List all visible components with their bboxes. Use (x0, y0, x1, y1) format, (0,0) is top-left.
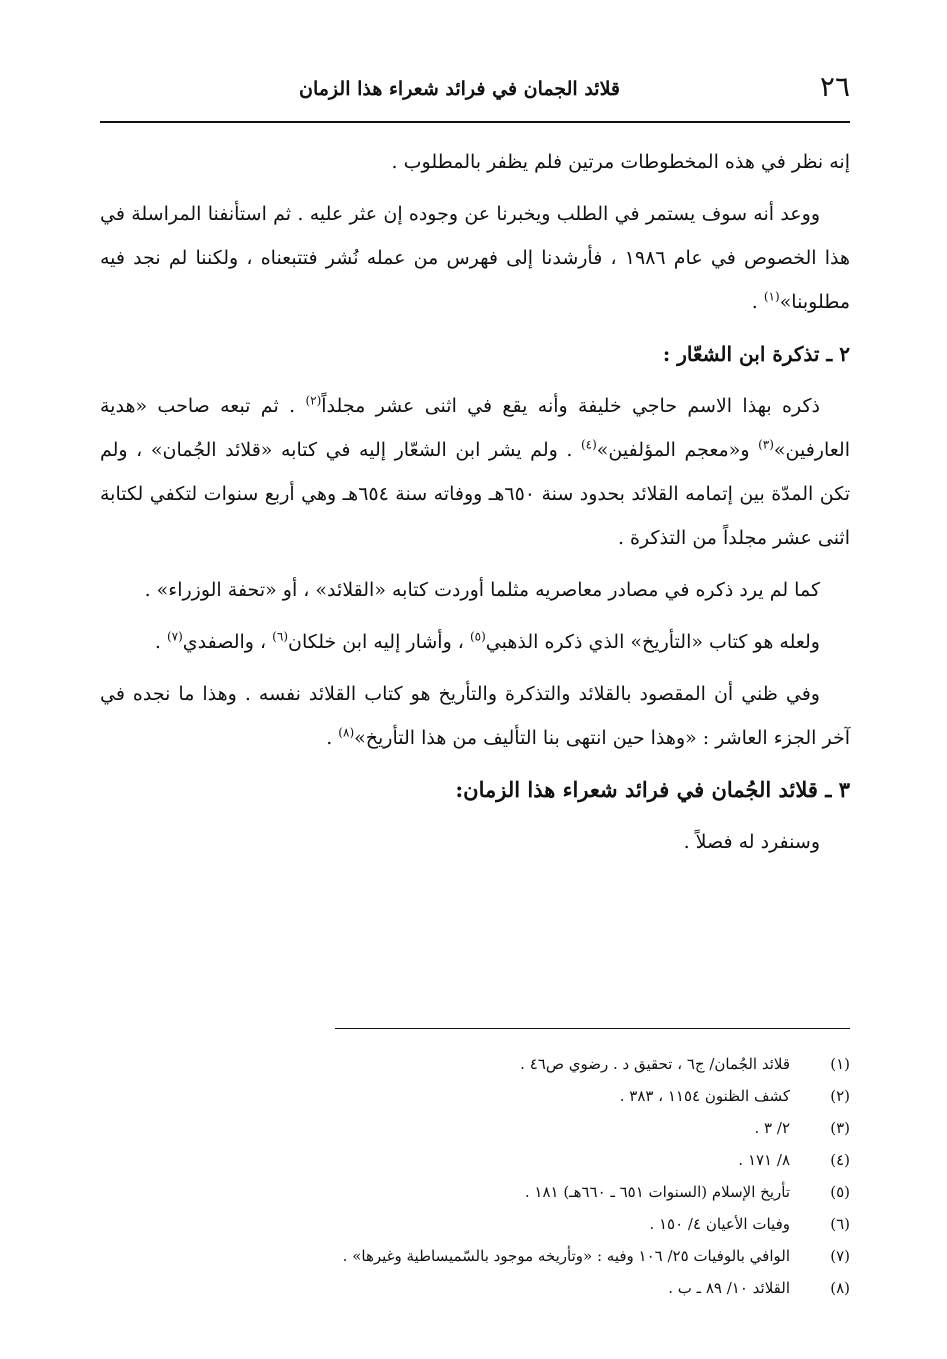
footnote-text: القلائد ١٠/ ٨٩ ـ ب . (668, 1279, 790, 1297)
page-header (100, 70, 850, 110)
paragraph-5-text-c: ، والصفدي (182, 631, 273, 653)
header-rule (100, 121, 850, 123)
footnote-ref-2[interactable]: (٢) (305, 393, 322, 408)
section-heading-2: ٢ ـ تذكرة ابن الشعّار : (662, 342, 850, 366)
paragraph-5-text-b: ، وأشار إليه ابن خلكان (288, 631, 470, 653)
paragraph-6 (100, 672, 850, 760)
footnote-text: وفيات الأعيان ٤/ ١٥٠ . (649, 1215, 790, 1233)
paragraph-1 (100, 140, 850, 184)
paragraph-5 (100, 620, 850, 664)
footnote-text: قلائد الجُمان/ ج٦ ، تحقيق د . رضوي ص٤٦ . (520, 1055, 790, 1073)
running-title: قلائد الجمان في فرائد شعراء هذا الزمان (299, 78, 620, 100)
footnote-ref-8[interactable]: (٨) (338, 725, 355, 740)
footnote-item (100, 1112, 850, 1144)
footnote-ref-6[interactable]: (٦) (272, 629, 288, 644)
paragraph-5-text-d: . (154, 631, 167, 653)
paragraph-2 (100, 192, 850, 324)
footnote-ref-1[interactable]: (١) (763, 289, 780, 304)
footnote-number: (٧) (830, 1247, 850, 1265)
paragraph-4-text: كما لم يرد ذكره في مصادر معاصريه مثلما أوردت كتابه «القلائد» ، أو «تحفة الوزراء» . (144, 579, 820, 601)
paragraph-2-text: ووعد أنه سوف يستمر في الطلب ويخبرنا عن وجوده إن عثر عليه . ثم استأنفنا المراسلة في هذا الخصوص في عام ١٩٨٦ ، فأرشدنا إلى فهرس من عمله نُشر فتتبعناه ، ولكننا لم نجد فيه مطلوبنا» (100, 203, 850, 313)
footnote-number: (١) (830, 1055, 850, 1073)
footnote-item (100, 1208, 850, 1240)
paragraph-3-text-b: . ثم تبعه صاحب «هدية العارفين» (100, 395, 850, 461)
paragraph-7-text: وسنفرد له فصلاً . (683, 831, 820, 853)
footnote-number: (٣) (830, 1119, 850, 1137)
paragraph-2-end: . (751, 291, 764, 313)
paragraph-3-text-a: ذكره بهذا الاسم حاجي خليفة وأنه يقع في اثنى عشر مجلداً (321, 395, 820, 417)
footnote-number: (٨) (830, 1279, 850, 1297)
paragraph-3-text-d: . ولم يشر ابن الشعّار إليه في كتابه «قلائد الجُمان» ، ولم تكن المدّة بين إتمامه القلائد بحدود سنة ٦٥٠هـ ووفاته سنة ٦٥٤هـ وهي أربع سنوات لتكفي لكتابة اثنى عشر مجلداً من التذكرة . (100, 439, 850, 549)
paragraph-7 (100, 820, 850, 864)
paragraph-6-end: . (326, 727, 339, 749)
footnote-number: (٥) (830, 1183, 850, 1201)
footnote-text: ٢/ ٣ . (754, 1119, 790, 1137)
footnote-item (100, 1144, 850, 1176)
footnote-text: تأريخ الإسلام (السنوات ٦٥١ ـ ٦٦٠هـ) ١٨١ . (524, 1183, 790, 1201)
footnote-ref-5[interactable]: (٥) (469, 629, 486, 644)
footnotes-list (100, 1048, 850, 1304)
body-text (100, 140, 850, 872)
paragraph-3 (100, 384, 850, 560)
paragraph-6-text: وفي ظني أن المقصود بالقلائد والتذكرة والتأريخ هو كتاب القلائد نفسه . وهذا ما نجده في آخر الجزء العاشر : «وهذا حين انتهى بنا التأليف من هذا التأريخ» (100, 683, 850, 749)
footnote-item (100, 1048, 850, 1080)
footnote-text: الوافي بالوفيات ٢٥/ ١٠٦ وفيه : «وتأريخه موجود بالسّميساطية وغيرها» . (342, 1247, 790, 1265)
paragraph-1-text: إنه نظر في هذه المخطوطات مرتين فلم يظفر بالمطلوب . (391, 151, 850, 173)
footnote-ref-7[interactable]: (٧) (166, 629, 183, 644)
footnote-item (100, 1080, 850, 1112)
footnote-text: ٨/ ١٧١ . (738, 1151, 790, 1169)
footnote-item (100, 1176, 850, 1208)
footnote-ref-4[interactable]: (٤) (580, 437, 597, 452)
page-number: ٢٦ (819, 70, 850, 103)
footnote-item (100, 1272, 850, 1304)
paragraph-3-text-c: و«معجم المؤلفين» (596, 439, 759, 461)
section-heading-3: ٣ ـ قلائد الجُمان في فرائد شعراء هذا الزمان: (455, 777, 850, 802)
footnote-number: (٦) (830, 1215, 850, 1233)
footnote-item (100, 1240, 850, 1272)
footnote-number: (٢) (830, 1087, 850, 1105)
paragraph-5-text-a: ولعله هو كتاب «التأريخ» الذي ذكره الذهبي (485, 631, 820, 653)
footnote-ref-3[interactable]: (٣) (758, 437, 774, 452)
paragraph-4 (100, 568, 850, 612)
footnote-rule (335, 1028, 850, 1029)
footnote-text: كشف الظنون ١١٥٤ ، ٣٨٣ . (619, 1087, 790, 1105)
footnote-number: (٤) (830, 1151, 850, 1169)
